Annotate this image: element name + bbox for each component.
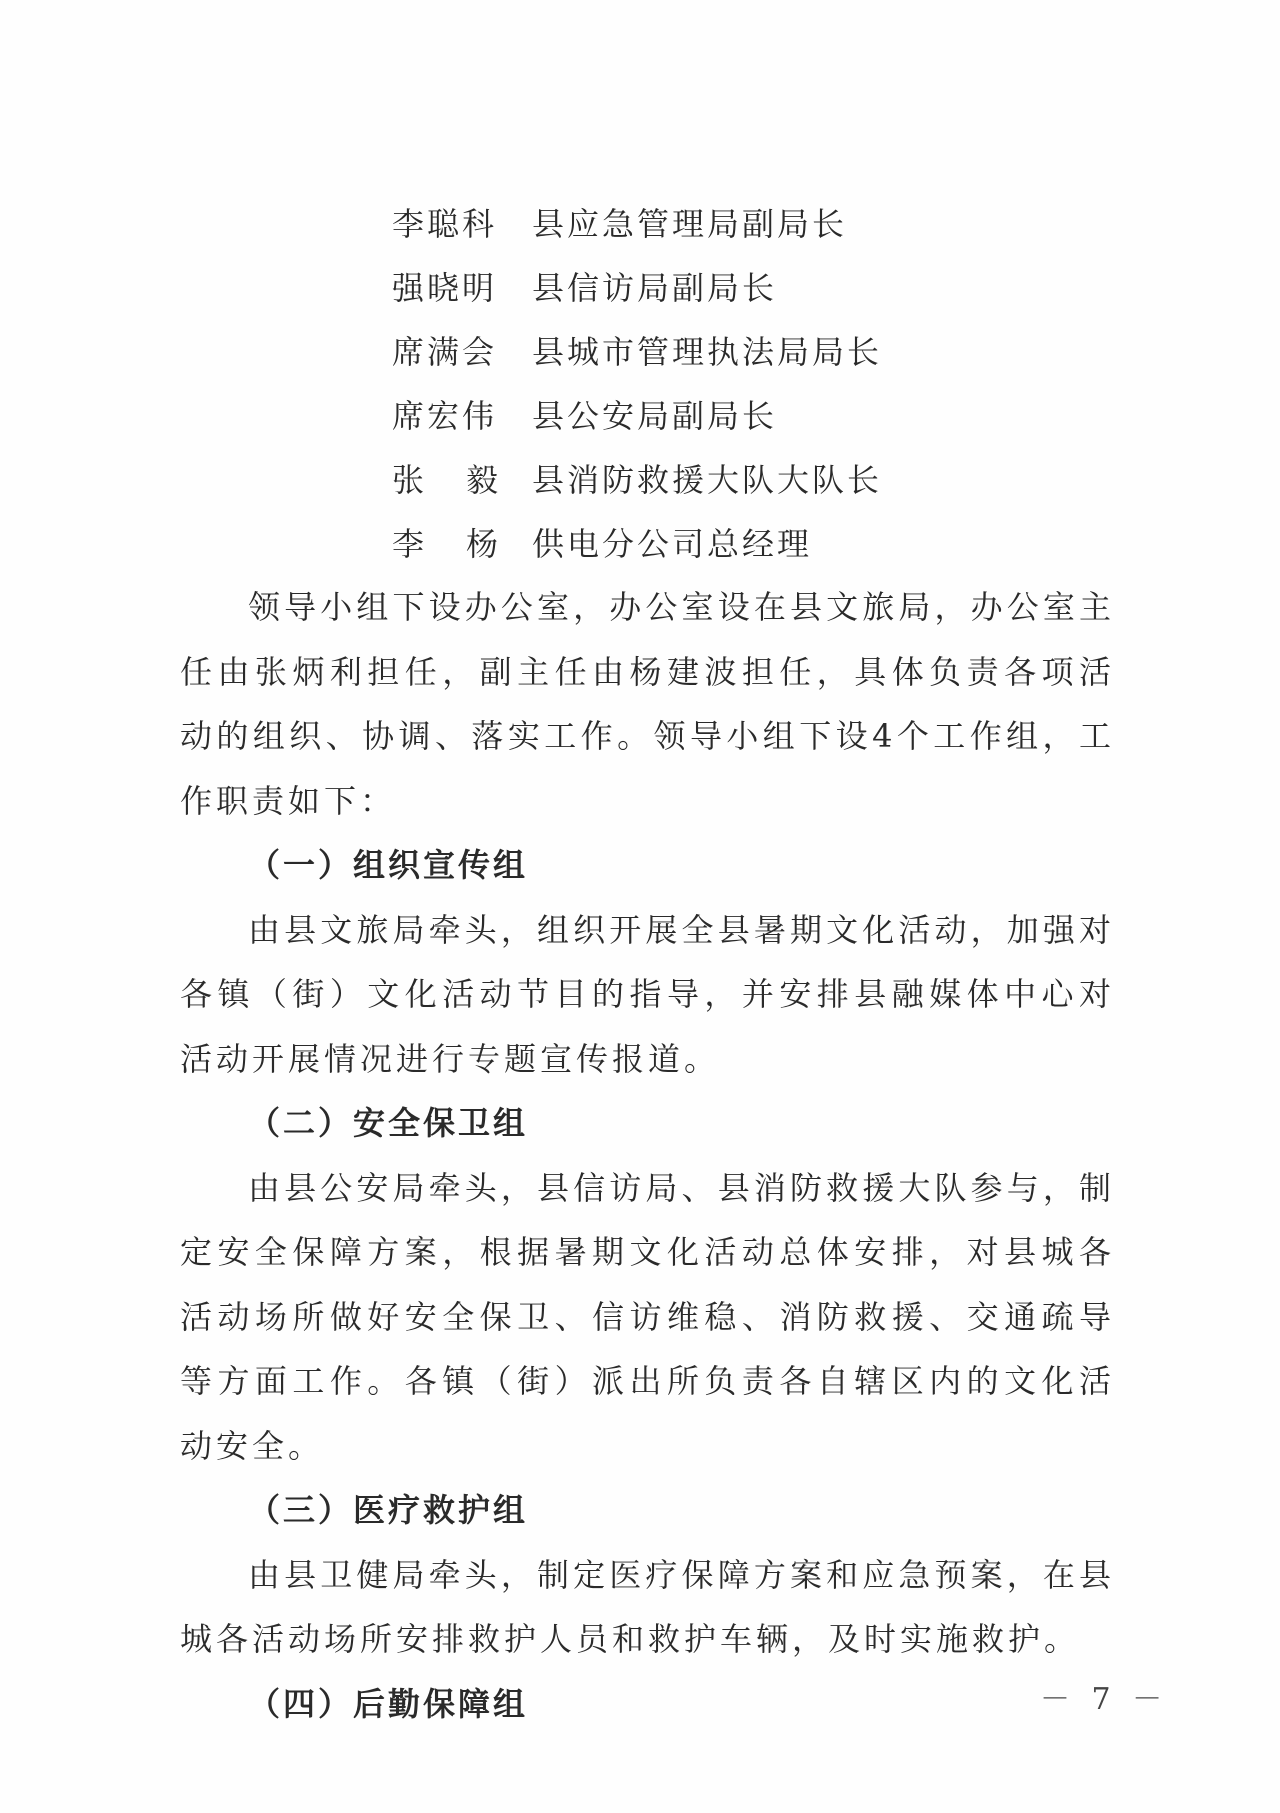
member-list xyxy=(392,190,882,574)
member-role: 县应急管理局副局长 xyxy=(532,205,848,243)
member-name: 席满会 xyxy=(392,333,498,371)
member-row xyxy=(392,510,882,574)
member-role: 县信访局副局长 xyxy=(532,269,778,307)
member-name: 席宏伟 xyxy=(392,397,498,435)
group-paragraph: 由县公安局牵头，县信访局、县消防救援大队参与，制定安全保障方案，根据暑期文化活动总体安排，对县城各活动场所做好安全保卫、信访维稳、消防救援、交通疏导等方面工作。各镇（街）派出所负责各自辖区内的文化活动安全。 xyxy=(180,1168,1115,1465)
group-heading: （二）安全保卫组 xyxy=(248,1104,529,1142)
member-name: 李杨 xyxy=(392,525,541,563)
member-name: 张毅 xyxy=(392,461,541,499)
member-name: 强晓明 xyxy=(392,269,498,307)
member-name: 李聪科 xyxy=(392,205,498,243)
member-row xyxy=(392,318,882,382)
group-heading: （三）医疗救护组 xyxy=(248,1491,529,1529)
member-row xyxy=(392,446,882,510)
group-heading: （四）后勤保障组 xyxy=(248,1684,529,1723)
member-role: 县公安局副局长 xyxy=(532,397,778,435)
page-number: － 7 － xyxy=(1040,1682,1169,1717)
group-heading: （一）组织宣传组 xyxy=(248,846,529,884)
member-row xyxy=(392,254,882,318)
group-paragraph: 由县卫健局牵头，制定医疗保障方案和应急预案，在县城各活动场所安排救护人员和救护车辆，及时实施救护。 xyxy=(180,1555,1115,1658)
group-paragraph: 由县文旅局牵头，组织开展全县暑期文化活动，加强对各镇（街）文化活动节目的指导，并安排县融媒体中心对活动开展情况进行专题宣传报道。 xyxy=(180,910,1115,1078)
member-role: 供电分公司总经理 xyxy=(532,525,813,563)
member-row xyxy=(392,190,882,254)
office-paragraph: 领导小组下设办公室，办公室设在县文旅局，办公室主任由张炳利担任，副主任由杨建波担任，具体负责各项活动的组织、协调、落实工作。领导小组下设4个工作组，工作职责如下： xyxy=(180,588,1115,820)
body-text xyxy=(180,575,1115,1736)
member-role: 县城市管理执法局局长 xyxy=(532,333,883,371)
member-role: 县消防救援大队大队长 xyxy=(532,461,883,499)
member-row xyxy=(392,382,882,446)
